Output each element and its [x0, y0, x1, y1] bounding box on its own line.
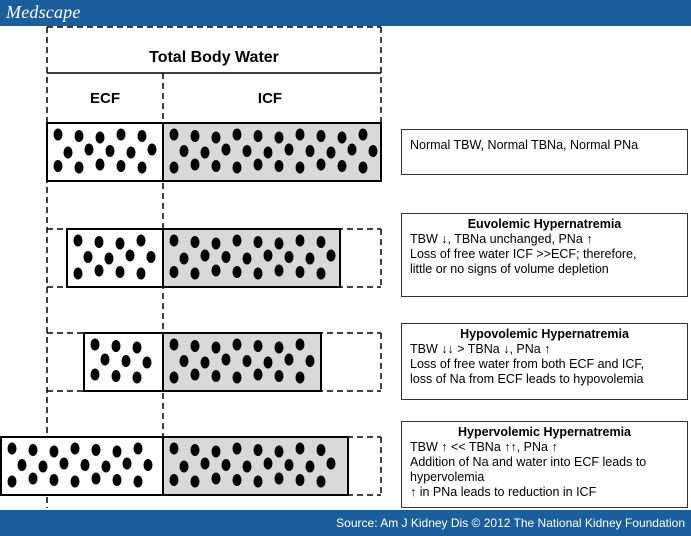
panel-hypovolemic	[401, 323, 688, 400]
icf-solute-dot	[338, 160, 347, 172]
ecf-solute-dot	[18, 459, 27, 471]
ecf-solute-dot	[74, 268, 83, 280]
ecf-solute-dot	[74, 235, 83, 247]
icf-solute-dot	[201, 250, 210, 262]
panel-euvolemic-line-2: Loss of free water ICF >>ECF; therefore,	[410, 247, 637, 261]
icf-solute-dot	[275, 473, 284, 485]
icf-solute-dot	[212, 160, 221, 172]
ecf-solute-dot	[29, 473, 38, 485]
icf-solute-dot	[296, 372, 305, 384]
icf-solute-dot	[285, 251, 294, 263]
panel-hypervolemic-line-4: ↑ in PNa leads to reduction in ICF	[410, 485, 597, 499]
ecf-solute-dot	[84, 251, 93, 263]
icf-solute-dot	[275, 160, 284, 172]
ecf-solute-dot	[81, 459, 90, 471]
icf-label: ICF	[257, 90, 283, 107]
icf-solute-dot	[285, 459, 294, 471]
panel-normal-line-1: Normal TBW, Normal TBNa, Normal PNa	[410, 138, 639, 152]
icf-solute-dot	[170, 372, 179, 384]
ecf-solute-dot	[106, 145, 115, 157]
icf-solute-dot	[317, 130, 326, 142]
icf-solute-dot	[212, 446, 221, 458]
icf-solute-dot	[212, 238, 221, 250]
icf-solute-dot	[170, 235, 179, 247]
icf-solute-dot	[348, 144, 357, 156]
icf-solute-dot	[212, 473, 221, 485]
ecf-solute-dot	[116, 238, 125, 250]
ecf-solute-dot	[75, 162, 84, 174]
icf-solute-dot	[233, 443, 242, 455]
icf-solute-dot	[212, 370, 221, 382]
icf-solute-dot	[233, 235, 242, 247]
icf-solute-dot	[317, 236, 326, 248]
ecf-solute-dot	[133, 372, 142, 384]
icf-solute-dot	[296, 266, 305, 278]
icf-solute-dot	[275, 132, 284, 144]
ecf-label: ECF	[90, 90, 120, 107]
ecf-solute-dot	[54, 160, 63, 172]
icf-solute-dot	[254, 444, 263, 456]
panel-euvolemic-line-3: little or no signs of volume depletion	[410, 262, 609, 276]
ecf-solute-dot	[60, 458, 69, 470]
ecf-solute-dot	[29, 444, 38, 456]
ecf-solute-dot	[137, 235, 146, 247]
icf-solute-dot	[296, 235, 305, 247]
icf-solute-dot	[201, 147, 210, 159]
icf-solute-dot	[296, 443, 305, 455]
ecf-solute-dot	[102, 461, 111, 473]
icf-solute-dot	[296, 129, 305, 141]
icf-solute-dot	[306, 253, 315, 265]
ecf-solute-dot	[116, 266, 125, 278]
icf-solute-dot	[254, 236, 263, 248]
icf-solute-dot	[180, 461, 189, 473]
icf-solute-dot	[201, 357, 210, 369]
icf-solute-dot	[275, 238, 284, 250]
ecf-solute-dot	[92, 473, 101, 485]
ecf-solute-dot	[113, 446, 122, 458]
ecf-solute-dot	[138, 162, 147, 174]
icf-solute-dot	[254, 159, 263, 171]
ecf-solute-dot	[96, 159, 105, 171]
ecf-solute-dot	[122, 355, 131, 367]
icf-solute-dot	[212, 342, 221, 354]
ecf-solute-dot	[133, 342, 142, 354]
panel-hypervolemic-line-3: hypervolemia	[410, 470, 485, 484]
ecf-solute-dot	[91, 369, 100, 381]
icf-solute-dot	[201, 458, 210, 470]
icf-solute-dot	[317, 159, 326, 171]
panel-euvolemic-title: Euvolemic Hypernatremia	[467, 217, 622, 231]
ecf-solute-dot	[8, 443, 17, 455]
icf-solute-dot	[222, 144, 231, 156]
icf-solute-dot	[317, 476, 326, 488]
icf-solute-dot	[296, 162, 305, 174]
icf-solute-dot	[243, 253, 252, 265]
ecf-solute-dot	[112, 370, 121, 382]
ecf-solute-dot	[134, 476, 143, 488]
icf-solute-dot	[264, 250, 273, 262]
panel-hypovolemic-line-2: Loss of free water from both ECF and ICF,	[410, 357, 645, 371]
ecf-solute-dot	[137, 268, 146, 280]
ecf-solute-dot	[123, 458, 132, 470]
icf-solute-dot	[222, 251, 231, 263]
icf-solute-dot	[359, 162, 368, 174]
icf-solute-dot	[233, 372, 242, 384]
icf-solute-dot	[180, 145, 189, 157]
icf-solute-dot	[191, 340, 200, 352]
icf-solute-dot	[264, 458, 273, 470]
icf-solute-dot	[191, 130, 200, 142]
ecf-solute-dot	[71, 476, 80, 488]
icf-solute-dot	[233, 474, 242, 486]
ecf-solute-dot	[8, 476, 17, 488]
ecf-solute-dot	[85, 144, 94, 156]
panel-hypervolemic-title: Hypervolemic Hypernatremia	[458, 425, 631, 439]
icf-solute-dot	[254, 268, 263, 280]
medscape-logo: Medscape	[6, 2, 81, 22]
icf-solute-dot	[359, 129, 368, 141]
ecf-solute-dot	[144, 459, 153, 471]
ecf-solute-dot	[117, 129, 126, 141]
ecf-solute-dot	[127, 147, 136, 159]
ecf-solute-dot	[95, 236, 104, 248]
icf-solute-dot	[254, 130, 263, 142]
panel-hypervolemic-line-2: Addition of Na and water into ECF leads to	[410, 455, 647, 469]
icf-solute-dot	[180, 355, 189, 367]
icf-solute-dot	[170, 443, 179, 455]
icf-solute-dot	[243, 355, 252, 367]
icf-solute-dot	[170, 474, 179, 486]
ecf-solute-dot	[147, 251, 156, 263]
icf-solute-dot	[180, 253, 189, 265]
icf-solute-dot	[264, 357, 273, 369]
icf-solute-dot	[170, 162, 179, 174]
ecf-solute-dot	[50, 446, 59, 458]
icf-solute-dot	[212, 132, 221, 144]
icf-solute-dot	[170, 339, 179, 351]
ecf-solute-dot	[148, 144, 157, 156]
icf-solute-dot	[222, 354, 231, 366]
icf-solute-dot	[233, 339, 242, 351]
ecf-solute-dot	[105, 253, 114, 265]
icf-solute-dot	[317, 444, 326, 456]
ecf-solute-dot	[75, 130, 84, 142]
icf-solute-dot	[306, 461, 315, 473]
ecf-solute-dot	[91, 339, 100, 351]
source-citation: Source: Am J Kidney Dis © 2012 The National Kidney Foundation	[336, 516, 685, 530]
icf-solute-dot	[327, 250, 336, 262]
icf-solute-dot	[233, 129, 242, 141]
icf-solute-dot	[338, 132, 347, 144]
icf-solute-dot	[254, 369, 263, 381]
icf-solute-dot	[275, 370, 284, 382]
icf-solute-dot	[306, 355, 315, 367]
panel-normal	[401, 129, 688, 175]
ecf-solute-dot	[101, 354, 110, 366]
panel-hypovolemic-title: Hypovolemic Hypernatremia	[460, 327, 629, 341]
icf-solute-dot	[191, 444, 200, 456]
icf-solute-dot	[254, 476, 263, 488]
icf-solute-dot	[243, 461, 252, 473]
icf-solute-dot	[243, 145, 252, 157]
ecf-solute-dot	[112, 340, 121, 352]
icf-solute-dot	[191, 268, 200, 280]
icf-solute-dot	[317, 268, 326, 280]
icf-solute-dot	[327, 458, 336, 470]
icf-solute-dot	[191, 369, 200, 381]
icf-solute-dot	[306, 145, 315, 157]
ecf-solute-dot	[64, 147, 73, 159]
icf-solute-dot	[296, 474, 305, 486]
ecf-solute-dot	[96, 132, 105, 144]
ecf-solute-dot	[134, 443, 143, 455]
footer-bar	[0, 510, 691, 536]
icf-solute-dot	[327, 147, 336, 159]
icf-solute-dot	[212, 265, 221, 277]
icf-solute-dot	[275, 342, 284, 354]
ecf-solute-dot	[92, 444, 101, 456]
icf-solute-dot	[254, 340, 263, 352]
ecf-solute-dot	[39, 461, 48, 473]
panel-hypervolemic	[401, 421, 688, 508]
panel-hypervolemic-line-1: TBW ↑ << TBNa ↑↑, PNa ↑	[410, 440, 558, 454]
ecf-solute-dot	[138, 130, 147, 142]
icf-solute-dot	[170, 129, 179, 141]
diagram-title: Total Body Water	[149, 49, 279, 66]
icf-solute-dot	[275, 446, 284, 458]
icf-solute-dot	[191, 236, 200, 248]
icf-solute-dot	[233, 266, 242, 278]
ecf-solute-dot	[95, 265, 104, 277]
icf-solute-dot	[285, 144, 294, 156]
ecf-solute-dot	[126, 250, 135, 262]
icf-solute-dot	[264, 147, 273, 159]
panel-euvolemic-line-1: TBW ↓, TBNa unchanged, PNa ↑	[410, 232, 593, 246]
ecf-solute-dot	[143, 357, 152, 369]
panel-euvolemic	[401, 213, 688, 297]
icf-solute-dot	[222, 459, 231, 471]
icf-solute-dot	[285, 354, 294, 366]
icf-solute-dot	[369, 145, 378, 157]
panel-hypovolemic-line-1: TBW ↓↓ > TBNa ↓, PNa ↑	[410, 342, 551, 356]
ecf-solute-dot	[54, 129, 63, 141]
header-bar	[0, 0, 691, 26]
ecf-solute-dot	[113, 474, 122, 486]
icf-solute-dot	[296, 339, 305, 351]
ecf-solute-dot	[71, 443, 80, 455]
icf-solute-dot	[275, 265, 284, 277]
icf-solute-dot	[191, 476, 200, 488]
icf-solute-dot	[170, 266, 179, 278]
panel-hypovolemic-line-3: loss of Na from ECF leads to hypovolemia	[410, 372, 644, 386]
ecf-solute-dot	[117, 160, 126, 172]
ecf-solute-dot	[50, 474, 59, 486]
icf-solute-dot	[233, 162, 242, 174]
icf-solute-dot	[191, 159, 200, 171]
